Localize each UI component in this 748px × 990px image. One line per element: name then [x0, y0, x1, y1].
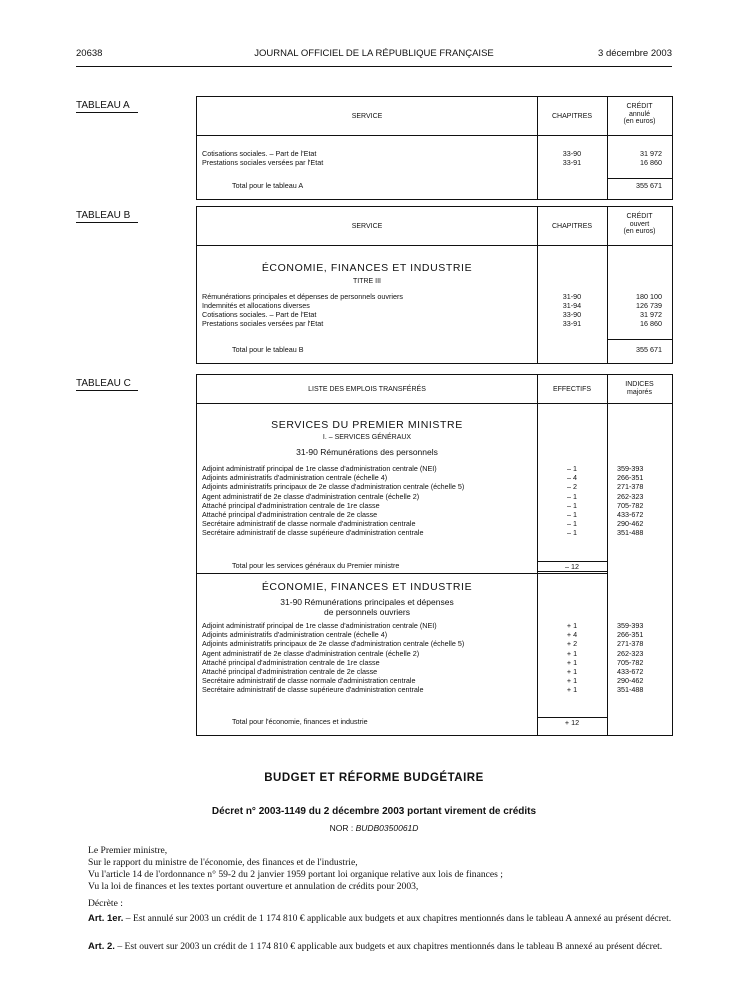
issue-date: 3 décembre 2003	[598, 48, 672, 59]
table-row: Attaché principal d'administration centrale de 2e classe – 1 433-672	[202, 510, 644, 519]
tableau-b-label: TABLEAU B	[76, 210, 138, 223]
total-label: Total pour le tableau A	[232, 181, 304, 190]
table-row: Secrétaire administratif de classe supérieure d'administration centrale – 1 351-488	[202, 528, 644, 538]
table-row: Agent administratif de 2e classe d'administration centrale (échelle 2) + 1 262-323	[202, 648, 644, 658]
tableau-b	[196, 206, 673, 364]
table-row: Rémunérations principales et dépenses de personnels ouvriers 31-90 180 100	[202, 292, 662, 301]
table-row: Attaché principal d'administration centrale de 2e classe + 1 433-672	[202, 667, 644, 676]
col-indices: INDICES majorés	[625, 381, 654, 396]
col-chapitres: CHAPITRES	[551, 223, 593, 230]
table-row: Adjoint administratif principal de 1re classe d'administration centrale (NEI) + 1 359-393	[202, 621, 644, 630]
total-effectifs: + 12	[537, 717, 607, 727]
section-title: ÉCONOMIE, FINANCES ET INDUSTRIE	[261, 581, 473, 593]
table-row: Adjoints administratifs principaux de 2e classe d'administration centrale (échelle 5) – 2 271-378	[202, 482, 644, 492]
titre-heading: TITRE III	[353, 278, 381, 285]
table-row: Adjoints administratifs d'administration centrale (échelle 4) + 4 266-351	[202, 630, 644, 640]
col-effectifs: EFFECTIFS	[552, 386, 592, 393]
ministry-heading: ÉCONOMIE, FINANCES ET INDUSTRIE	[261, 262, 473, 274]
header-rule	[76, 66, 672, 67]
table-row: Prestations sociales versées par l'Etat 33-91 16 860	[202, 158, 662, 167]
table-row: Agent administratif de 2e classe d'administration centrale (échelle 2) – 1 262-323	[202, 491, 644, 501]
table-row: Secrétaire administratif de classe normale d'administration centrale + 1 290-462	[202, 676, 644, 686]
total-amount: 355 671	[636, 181, 662, 190]
tableau-a-label: TABLEAU A	[76, 100, 138, 113]
col-credit: CRÉDIT ouvert (en euros)	[623, 213, 656, 235]
table-row: Indemnités et allocations diverses 31-94 126 739	[202, 301, 662, 310]
section-title: SERVICES DU PREMIER MINISTRE	[271, 419, 463, 431]
section-subtitle: I. – SERVICES GÉNÉRAUX	[322, 434, 412, 441]
table-row: Attaché principal d'administration centrale de 1re classe – 1 705-782	[202, 500, 644, 510]
nor-reference: NOR : BUDB0350061D	[329, 823, 419, 833]
tableau-c-label: TABLEAU C	[76, 378, 138, 391]
table-row: Cotisations sociales. – Part de l'Etat 33-90 31 972	[202, 149, 662, 158]
page-header	[76, 48, 672, 64]
tableau-a	[196, 96, 673, 200]
total-label: Total pour l'économie, finances et industrie	[232, 717, 368, 726]
decree-title: Décret n° 2003-1149 du 2 décembre 2003 portant virement de crédits	[211, 806, 537, 817]
ministry-heading: BUDGET ET RÉFORME BUDGÉTAIRE	[264, 772, 484, 784]
total-label: Total pour les services généraux du Premier ministre	[232, 561, 400, 570]
page-number: 20638	[76, 48, 103, 59]
chapter-heading: 31-90 Rémunérations des personnels	[296, 447, 438, 457]
col-credit: CRÉDIT annulé (en euros)	[623, 103, 656, 125]
table-row: Attaché principal d'administration centrale de 1re classe + 1 705-782	[202, 657, 644, 667]
table-row: Adjoints administratifs principaux de 2e classe d'administration centrale (échelle 5) + 2 271-378	[202, 639, 644, 649]
col-service: SERVICE	[351, 223, 383, 230]
table-row: Adjoints administratifs d'administration centrale (échelle 4) – 4 266-351	[202, 473, 644, 483]
col-liste: LISTE DES EMPLOIS TRANSFÉRÉS	[308, 386, 426, 393]
article-2: Art. 2. – Est ouvert sur 2003 un crédit de 1 174 810 € applicable aux budgets et aux chapitres mentionnés dans le tableau B annexé au présent décret.	[88, 941, 663, 952]
total-amount: 355 671	[636, 345, 662, 354]
tableau-c	[196, 374, 673, 736]
table-row: Adjoint administratif principal de 1re classe d'administration centrale (NEI) – 1 359-393	[202, 464, 644, 473]
article-1: Art. 1er. – Est annulé sur 2003 un crédit de 1 174 810 € applicable aux budgets et aux chapitres mentionnés dans le tableau A annexé au présent décret.	[88, 913, 672, 924]
table-row: Secrétaire administratif de classe supérieure d'administration centrale + 1 351-488	[202, 685, 644, 695]
table-row: Secrétaire administratif de classe normale d'administration centrale – 1 290-462	[202, 519, 644, 529]
decrete-line: Décrète :	[88, 898, 123, 909]
total-effectifs: – 12	[537, 561, 607, 572]
col-chapitres: CHAPITRES	[551, 113, 593, 120]
journal-title: JOURNAL OFFICIEL DE LA RÉPUBLIQUE FRANÇAISE	[254, 48, 494, 59]
preamble: Le Premier ministre, Sur le rapport du ministre de l'économie, des finances et de l'industrie, Vu l'article 14 de l'ordonnance n° 59-2 du 2 janvier 1959 portant loi organique relative aux lois de finances ; Vu la loi de finances et les textes portant ouverture et annulation de crédits pour 2003, Décrète :	[88, 845, 674, 910]
table-row: Cotisations sociales. – Part de l'Etat 33-90 31 972	[202, 310, 662, 319]
chapter-heading: 31-90 Rémunérations principales et dépenses de personnels ouvriers	[280, 597, 454, 617]
col-service: SERVICE	[351, 113, 383, 120]
total-label: Total pour le tableau B	[232, 345, 304, 354]
table-row: Prestations sociales versées par l'Etat 33-91 16 860	[202, 319, 662, 328]
